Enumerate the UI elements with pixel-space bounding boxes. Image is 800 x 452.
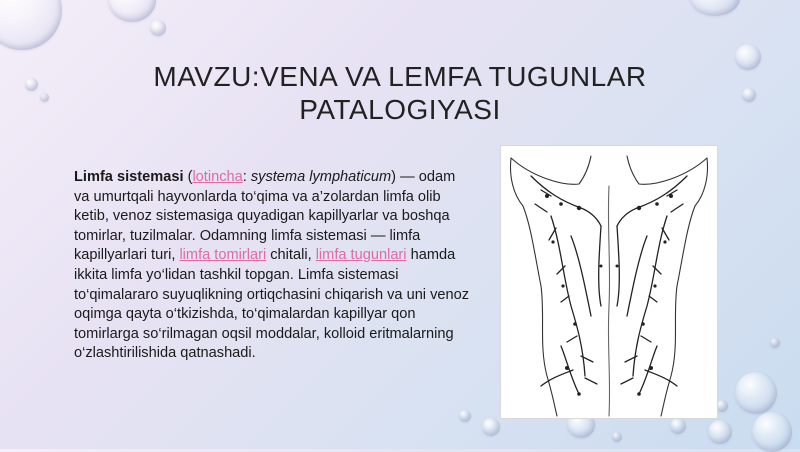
bubble-decoration <box>670 418 686 434</box>
bubble-decoration <box>482 418 500 436</box>
link-limfa-tomirlari[interactable]: limfa tomirlari <box>179 247 267 264</box>
bubble-decoration <box>735 372 777 414</box>
bubble-decoration <box>770 338 780 348</box>
term-label: Limfa sistemasi <box>74 169 184 185</box>
link-limfa-tugunlari[interactable]: limfa tugunlari <box>315 247 407 264</box>
body-paragraph <box>74 168 474 364</box>
bubble-decoration <box>690 0 740 16</box>
latin-name: systema lymphaticum <box>250 169 392 185</box>
paragraph-text: ( <box>183 169 193 185</box>
bubble-decoration <box>612 432 622 442</box>
paragraph-text: ) — odam va umurtqali hayvonlarda to‘qima va a’zolardan limfa olib ketib, venoz sistemasiga quyadigan kapillyarlar va boshqa tomirlar, tuzilmalar. Odamning limfa sistemasi — limfa kapillyarlari turi, <box>74 169 456 264</box>
slide-title-line1: MAVZU:VENA VA LEMFA TUGUNLAR <box>153 61 647 92</box>
paragraph-text: chitali, <box>266 247 316 264</box>
bubble-decoration <box>150 20 166 36</box>
link-lotincha[interactable]: lotincha <box>192 169 243 185</box>
paragraph-text: : <box>242 169 251 185</box>
paragraph-text: hamda ikkita limfa yo‘lidan tashkil topgan. Limfa sistemasi to‘qimalararo suyuqlikning ortiqchasini chiqarish va uni venoz oqimga qayta o‘tkizishda, to‘qimalardan kapillyar qon tomirlarga so‘rilmagan oqsil moddalar, kolloid eritmalarning o‘zlashtirilishida qatnashadi. <box>74 247 470 362</box>
bubble-decoration <box>108 0 156 22</box>
bubble-decoration <box>735 44 761 70</box>
bubble-decoration <box>708 420 732 444</box>
bubble-decoration <box>25 78 38 91</box>
lymphatic-system-illustration <box>500 145 718 419</box>
bubble-decoration <box>752 412 792 452</box>
lymphatic-system-icon <box>501 146 717 418</box>
slide-title <box>110 60 690 126</box>
slide-title-line2: PATALOGIYASI <box>299 94 501 125</box>
bubble-decoration <box>40 93 49 102</box>
bubble-decoration <box>0 0 62 50</box>
bubble-decoration <box>742 88 756 102</box>
bubble-decoration <box>459 410 471 422</box>
